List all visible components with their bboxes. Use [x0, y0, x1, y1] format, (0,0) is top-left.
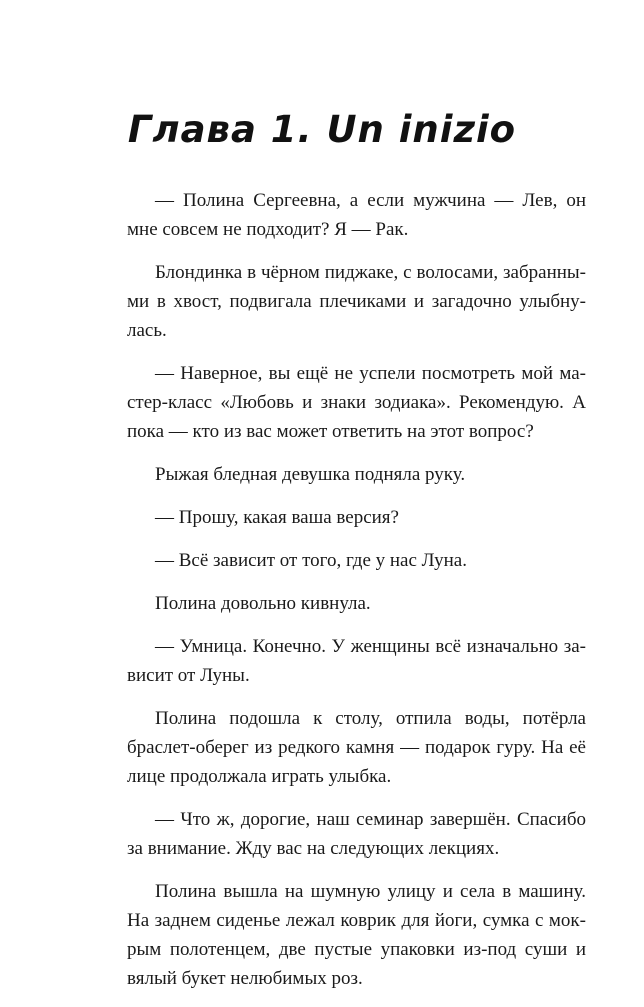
- paragraph: Блондинка в чёрном пиджаке, с волосами, забранными в хвост, подвигала плечиками и загадочно улыбнулась.: [127, 262, 586, 341]
- chapter-title: Глава 1. Un inizio: [127, 108, 517, 151]
- paragraph: — Наверное, вы ещё не успели посмотреть мой мастер-класс «Любовь и знаки зодиака». Рекомендую. А пока — кто из вас может ответить на этот вопрос?: [127, 363, 586, 442]
- paragraph: — Всё зависит от того, где у нас Луна.: [155, 550, 467, 571]
- paragraph: — Полина Сергеевна, а если мужчина — Лев, он мне совсем не подходит? Я — Рак.: [127, 190, 586, 240]
- paragraph: — Что ж, дорогие, наш семинар завершён. Спасибо за внимание. Жду вас на следующих лекциях.: [127, 809, 586, 859]
- paragraph: — Умница. Конечно. У женщины всё изначально зависит от Луны.: [127, 636, 586, 686]
- chapter-body: [127, 186, 586, 1007]
- paragraph: Полина вышла на шумную улицу и села в машину. На заднем сиденье лежал коврик для йоги, сумка с мокрым полотенцем, две пустые упаковки из-под суши и вялый букет нелюбимых роз.: [127, 881, 586, 989]
- paragraph: Полина подошла к столу, отпила воды, потёрла браслет-оберег из редкого камня — подарок гуру. На её лице продолжала играть улыбка.: [127, 708, 586, 787]
- paragraph: Полина довольно кивнула.: [155, 593, 371, 614]
- paragraph: — Прошу, какая ваша версия?: [155, 507, 399, 528]
- paragraph: Рыжая бледная девушка подняла руку.: [155, 464, 466, 485]
